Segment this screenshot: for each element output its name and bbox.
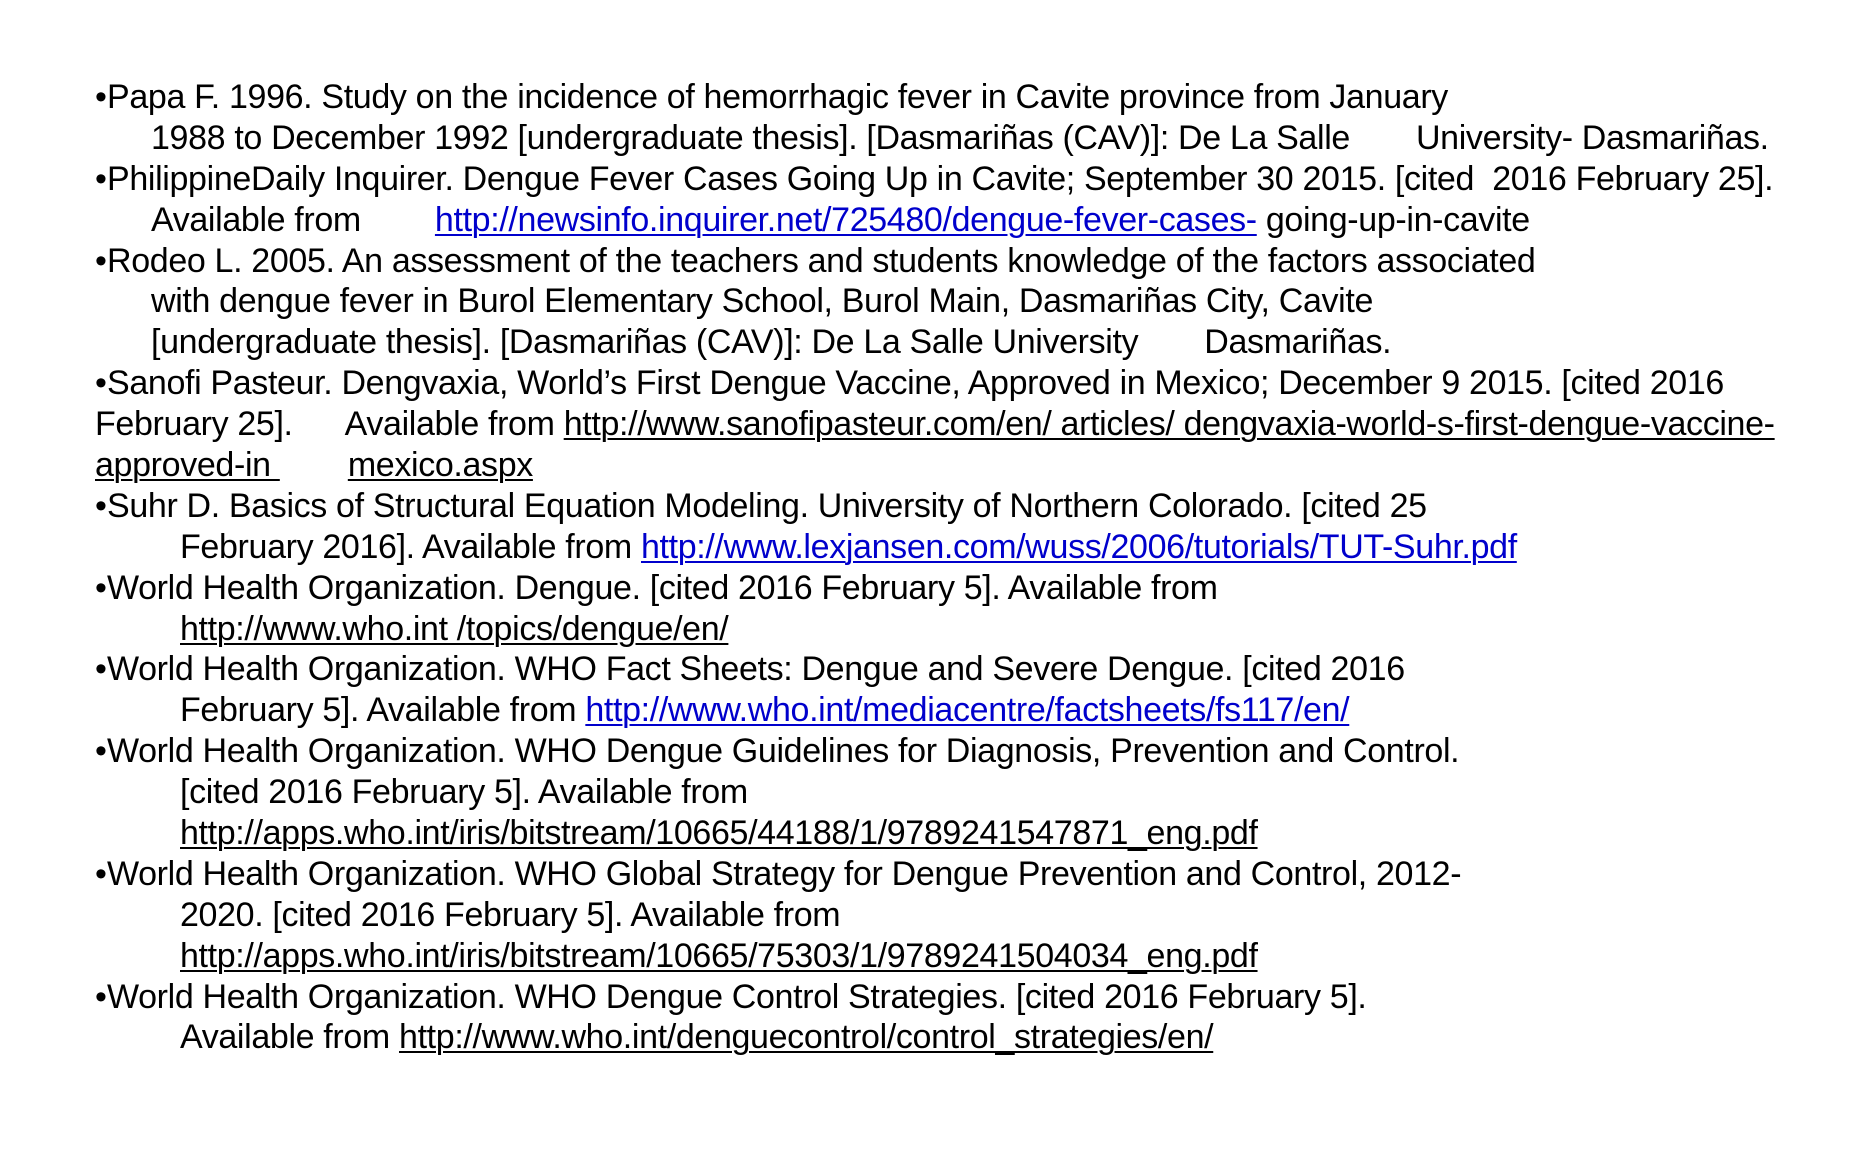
reference-sanofi [95,363,1855,486]
reference-line [95,159,1855,200]
reference-text: World Health Organization. WHO Global Strategy for Dengue Prevention and Control, 2012- [107,854,1462,893]
reference-text: World Health Organization. WHO Fact Sheets: Dengue and Severe Dengue. [cited 2016 [107,650,1405,689]
reference-line [95,895,1855,936]
reference-text: Available from [344,405,564,444]
reference-suhr [95,486,1855,568]
reference-rodeo [95,241,1855,364]
suhr-link[interactable]: http://www.lexjansen.com/wuss/2006/tutorials/TUT-Suhr.pdf [641,527,1517,566]
reference-text: World Health Organization. WHO Dengue Guidelines for Diagnosis, Prevention and Control. [107,732,1460,771]
reference-text: 2020. [cited 2016 February 5]. Available from [180,895,841,934]
reference-inquirer [95,159,1855,241]
who-factsheets-link[interactable]: http://www.who.int/mediacentre/factsheets/fs117/en/ [585,691,1350,730]
reference-line [95,649,1855,690]
reference-text: Sanofi Pasteur. Dengvaxia, World’s First Dengue Vaccine, Approved in Mexico; December 9 2015. [cited 2016 [107,364,1724,403]
bullet-icon: • [95,78,107,116]
reference-line [95,609,1855,650]
reference-text: Suhr D. Basics of Structural Equation Modeling. University of Northern Colorado. [cited 25 [107,486,1427,525]
reference-text: Available from [151,200,361,239]
bullet-icon: • [95,486,107,525]
reference-line [95,322,1855,363]
reference-who-dengue [95,568,1855,650]
reference-line [95,568,1855,609]
reference-text: [undergraduate thesis]. [Dasmariñas (CAV)]: De La Salle University [151,323,1139,362]
reference-text: February 25]. [95,405,293,444]
sanofi-link-end[interactable]: mexico.aspx [347,446,533,485]
reference-papa [95,77,1855,159]
reference-text: February 2016]. Available from [180,527,641,566]
reference-line [95,527,1855,568]
reference-text: Available from [180,1018,400,1057]
reference-list [95,77,1855,1058]
bullet-icon: • [95,732,107,771]
who-control-strategies-link[interactable]: http://www.who.int/denguecontrol/control_strategies/en/ [399,1018,1214,1057]
reference-line [95,731,1855,772]
reference-text: with dengue fever in Burol Elementary School, Burol Main, Dasmariñas City, Cavite [151,282,1374,321]
who-global-strategy-link[interactable]: http://apps.who.int/iris/bitstream/10665/75303/1/9789241504034_eng.pdf [180,936,1258,975]
reference-text: Dasmariñas. [1204,323,1392,362]
reference-line [95,936,1855,977]
reference-line [95,363,1855,404]
reference-line [95,118,1855,159]
reference-line [95,1017,1855,1058]
bullet-icon: • [95,241,107,280]
bullet-icon: • [95,568,107,607]
reference-line [95,445,1855,486]
reference-text: [cited 2016 February 5]. Available from [180,773,748,812]
who-guidelines-link[interactable]: http://apps.who.int/iris/bitstream/10665/44188/1/9789241547871_eng.pdf [180,814,1258,853]
bullet-icon: • [95,977,107,1016]
reference-text: February 5]. Available from [180,691,586,730]
reference-text: going-up-in-cavite [1256,200,1530,239]
reference-line [95,486,1855,527]
reference-text: University- Dasmariñas. [1415,118,1769,157]
reference-line [95,404,1855,445]
reference-line [95,241,1855,282]
reference-who-guidelines [95,731,1855,854]
reference-line [95,813,1855,854]
reference-line [95,77,1855,118]
reference-line [95,977,1855,1018]
reference-text: Papa F. 1996. Study on the incidence of hemorrhagic fever in Cavite province from January [107,78,1448,116]
reference-line [95,854,1855,895]
inquirer-link[interactable]: http://newsinfo.inquirer.net/725480/dengue-fever-cases- [434,200,1257,239]
sanofi-link-cont[interactable]: approved-in [95,446,280,485]
reference-line [95,281,1855,322]
reference-line [95,772,1855,813]
reference-text: 1988 to December 1992 [undergraduate thesis]. [Dasmariñas (CAV)]: De La Salle [151,118,1350,157]
reference-line [95,200,1855,241]
reference-text: World Health Organization. WHO Dengue Control Strategies. [cited 2016 February 5]. [107,977,1367,1016]
sanofi-link[interactable]: http://www.sanofipasteur.com/en/ articles/ dengvaxia-world-s-first-dengue-vaccine- [563,405,1775,444]
reference-text: PhilippineDaily Inquirer. Dengue Fever Cases Going Up in Cavite; September 30 2015. [cited 2016 February 25]. [107,159,1774,198]
bullet-icon: • [95,159,107,198]
reference-text: Rodeo L. 2005. An assessment of the teachers and students knowledge of the factors associated [107,241,1536,280]
bullet-icon: • [95,364,107,403]
reference-text: World Health Organization. Dengue. [cited 2016 February 5]. Available from [107,568,1218,607]
who-dengue-link[interactable]: http://www.who.int /topics/dengue/en/ [180,609,729,648]
reference-who-factsheets [95,649,1855,731]
reference-line [95,690,1855,731]
bullet-icon: • [95,854,107,893]
reference-who-control-strategies [95,977,1855,1059]
bullet-icon: • [95,650,107,689]
reference-who-global-strategy [95,854,1855,977]
